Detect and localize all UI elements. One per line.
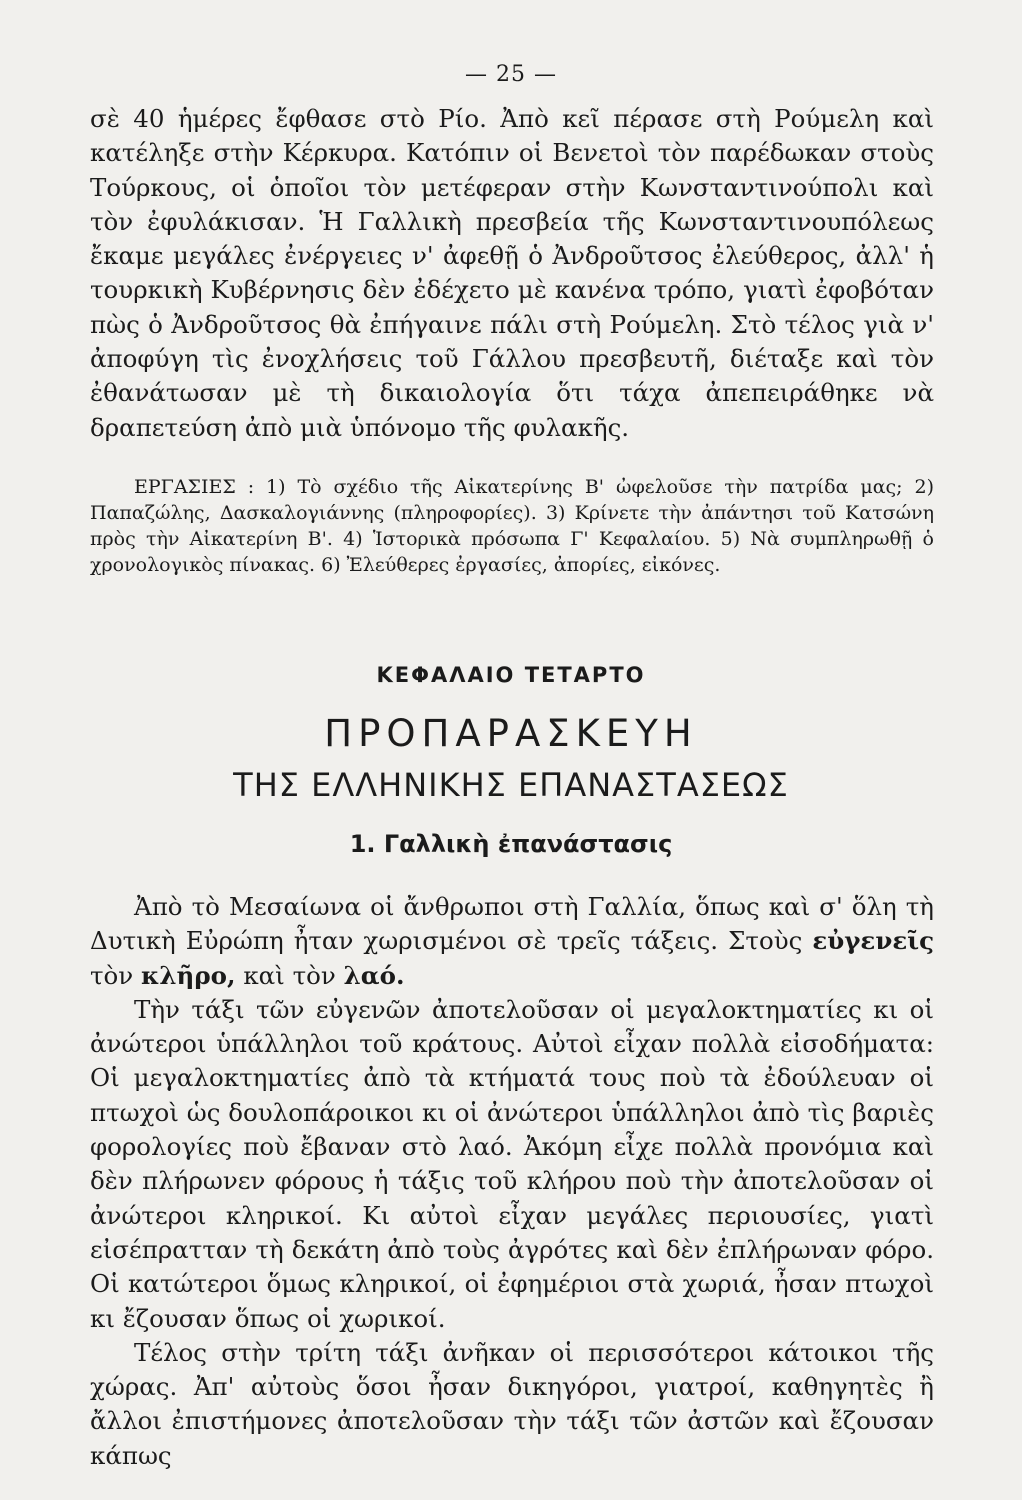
section-paragraph-1 [90,890,934,993]
chapter-subtitle: ΤΗΣ ΕΛΛΗΝΙΚΗΣ ΕΠΑΝΑΣΤΑΣΕΩΣ [233,766,789,804]
intro-paragraph: σὲ 40 ἡμέρες ἔφθασε στὸ Ρίο. Ἀπὸ κεῖ πέρασε στὴ Ρούμελη καὶ κατέληξε στὴν Κέρκυρα. Κατόπιν οἱ Βενετοὶ τὸν παρέδωκαν στοὺς Τούρκους, οἱ ὁποῖοι τὸν μετέφεραν στὴν Κωνσταντινούπολι καὶ τὸν ἐφυλάκισαν. Ἡ Γαλλικὴ πρεσβεία τῆς Κωνσταντινουπόλεως ἔκαμε μεγάλες ἐνέργειες ν' ἀφεθῇ ὁ Ἀνδροῦτσος ἐλεύθερος, ἀλλ' ἡ τουρκικὴ Κυβέρνησις δὲν ἐδέχετο μὲ κανένα τρόπο, γιατὶ ἐφοβόταν πὼς ὁ Ἀνδροῦτσος θὰ ἐπήγαινε πάλι στὴ Ρούμελη. Στὸ τέλος γιὰ ν' ἀποφύγη τὶς ἐνοχλήσεις τοῦ Γάλλου πρεσβευτῆ, διέταξε καὶ τὸν ἐθανάτωσαν μὲ τὴ δικαιολογία ὅτι τάχα ἀπεπειράθηκε νὰ δραπετεύση ἀπὸ μιὰ ὑπόνομο τῆς φυλακῆς. [90,104,934,442]
chapter-title: ΠΡΟΠΑΡΑΣΚΕΥΗ [324,712,698,755]
page-number: — 25 — [465,62,557,87]
section-heading: 1. Γαλλικὴ ἐπανάστασις [349,830,673,858]
paragraph-text: καὶ τὸν [243,960,336,990]
term-people: λαό. [343,960,405,990]
intro-paragraph-block [90,102,934,445]
term-nobles: εὐγενεῖς [812,926,934,956]
section-paragraph-3: Τέλος στὴν τρίτη τάξι ἀνῆκαν οἱ περισσότεροι κάτοικοι τῆς χώρας. Ἀπ' αὐτοὺς ὅσοι ἦσαν δικηγόροι, γιατροί, καθηγητὲς ἢ ἄλλοι ἐπιστήμονες ἀποτελοῦσαν τὴν τάξι τῶν ἀστῶν καὶ ἔζουσαν κάπως [90,1337,934,1470]
section-paragraph-2: Τὴν τάξι τῶν εὐγενῶν ἀποτελοῦσαν οἱ μεγαλοκτηματίες κι οἱ ἀνώτεροι ὑπάλληλοι τοῦ κράτους. Αὐτοὶ εἶχαν πολλὰ εἰσοδήματα: Οἱ μεγαλοκτηματίες ἀπὸ τὰ κτήματά τους ποὺ τὰ ἐδούλευαν οἱ πτωχοὶ ὡς δουλοπάροικοι κι οἱ ἀνώτεροι ὑπάλληλοι ἀπὸ τὶς βαριὲς φορολογίες ποὺ ἔβαναν στὸ λαό. Ἀκόμη εἶχε πολλὰ προνόμια καὶ δὲν πλήρωνεν φόρους ἡ τάξις τοῦ κλήρου ποὺ τὴν ἀποτελοῦσαν οἱ ἀνώτεροι κληρικοί. Κι αὐτοὶ εἶχαν μεγάλες περιουσίες, γιατὶ εἰσέπρατταν τὴ δεκάτη ἀπὸ τοὺς ἀγρότες καὶ δὲν ἐπλήρωναν φόρο. Οἱ κατώτεροι ὅμως κληρικοί, οἱ ἐφημέριοι στὰ χωριά, ἦσαν πτωχοὶ κι ἔζουσαν ὅπως οἱ χωρικοί. [90,994,934,1333]
chapter-label: ΚΕΦΑΛΑΙΟ ΤΕΤΑΡΤΟ [376,663,646,687]
section-body [90,890,934,1473]
paragraph-text: Ἀπὸ τὸ Μεσαίωνα οἱ ἄνθρωποι στὴ Γαλλία, ὅπως καὶ σ' ὅλη τὴ Δυτικὴ Εὐρώπη ἦταν χωρισμένοι σὲ τρεῖς τάξεις. Στοὺς [90,892,934,956]
term-clergy: κλῆρο, [141,960,236,990]
paragraph-text: τὸν [90,960,134,990]
exercises-paragraph: ΕΡΓΑΣΙΕΣ : 1) Τὸ σχέδιο τῆς Αἰκατερίνης Β' ὠφελοῦσε τὴν πατρίδα μας; 2) Παπαζώλης, Δασκαλογιάννης (πληροφορίες). 3) Κρίνετε τὴν ἀπάντησι τοῦ Κατσώνη πρὸς τὴν Αἰκατερίνη Β'. 4) Ἱστορικὰ πρόσωπα Γ' Κεφαλαίου. 5) Νὰ συμπληρωθῇ ὁ χρονολογικὸς πίνακας. 6) Ἐλεύθερες ἐργασίες, ἀπορίες, εἰκόνες. [90,476,934,576]
